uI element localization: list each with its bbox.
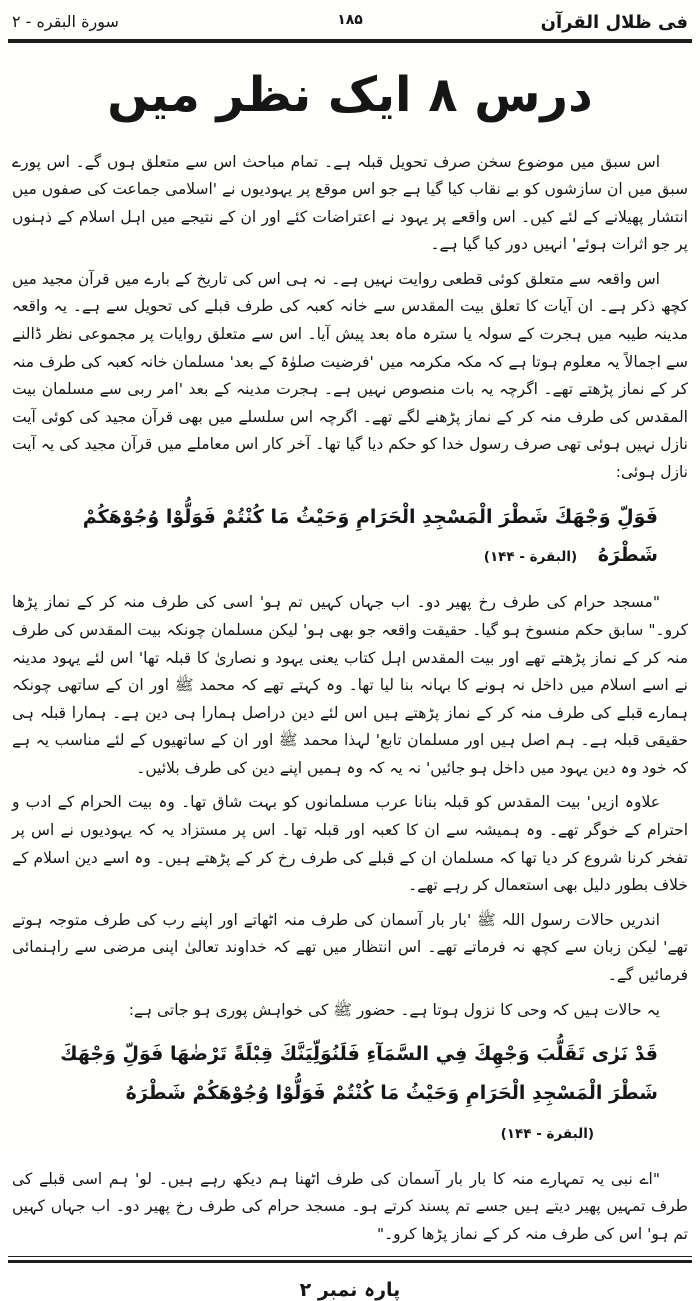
quran-verse-2-reference: (البقرة - ۱۴۴) (500, 1125, 594, 1142)
paragraph-wahi-intro: یہ حالات ہیں کہ وحی کا نزول ہوتا ہے۔ حضور ﷺ کی خواہش پوری ہو جاتی ہے: (128, 1000, 660, 1019)
header-page-number: ۱۸۵ (337, 12, 363, 28)
quran-verse-1-text: فَوَلِّ وَجْهَكَ شَطْرَ الْمَسْجِدِ الْحَرَامِ وَحَيْثُ مَا كُنْتُمْ فَوَلُّوْا وُجُوْهَكُمْ شَطْرَهُ (82, 505, 658, 567)
paragraph-prophet-waiting: اندریں حالات رسول اللہ ﷺ 'بار بار آسمان کی طرف منہ اٹھاتے اور اپنے رب کی طرف متوجہ ہوتے تھے' لیکن زبان سے کچھ نہ فرماتے تھے۔ اس انتظار میں تھے کہ خداوند تعالیٰ اپنی مرضی سے راہنمائی فرمائیں گے۔ (12, 910, 688, 984)
footer-para-number: پارہ نمبر ۲ (299, 1278, 401, 1301)
body-text (8, 149, 692, 1256)
footer-divider-rule (8, 1256, 692, 1263)
paragraph-riwayat: اس واقعہ سے متعلق کوئی قطعی روایت نہیں ہے۔ نہ ہی اس کی تاریخ کے بارے میں قرآن مجید میں کچھ ذکر ہے۔ ان آیات کا تعلق بیت المقدس سے خانہ کعبہ کی طرف قبلے کی تحویل سے ہے۔ یہ واقعہ مدینہ طیبہ میں ہجرت کے سولہ یا سترہ ماہ بعد پیش آیا۔ اس سے متعلق روایات پر مجموعی نظر ڈالنے سے اجمالاً یہ معلوم ہوتا ہے کہ مکہ مکرمہ میں 'فرضیت صلوٰۃ کے بعد' مسلمان خانہ کعبہ کی طرف منہ کر کے نماز پڑھتے تھے۔ اگرچہ یہ بات منصوص نہیں ہے۔ ہجرت مدینہ کے بعد 'امر ربی سے مسلمان بیت المقدس کی طرف منہ کر کے نماز پڑھنے لگے تھے۔ اگرچہ اس سلسلے میں بھی قرآن مجید کی کوئی آیت نازل نہیں ہوئی تھی صرف رسول خدا کو حکم دیا گیا تھا۔ آخر کار اس معاملے میں قرآن مجید کی یہ آیت نازل ہوئی: (12, 269, 688, 481)
header-surah-title: سورة البقره - ۲ (12, 12, 119, 31)
header-book-title: فی ظلال القرآن (540, 12, 688, 33)
quran-verse-1 (12, 494, 688, 584)
header-divider-rule (8, 39, 692, 43)
paragraph-translation-1: "مسجد حرام کی طرف رخ پھیر دو۔ اب جہاں کہیں تم ہو' اسی کی طرف منہ کر کے نماز پڑھا کرو۔" سابق حکم منسوخ ہو گیا۔ حقیقت واقعہ جو بھی ہو' لیکن مسلمان چونکہ بیت المقدس کی طرف منہ کر کے نماز پڑھتے تھے اور بیت المقدس اہل کتاب یعنی یہود و نصاریٰ کا قبلہ تھا' اس لئے یہود مدینہ نے اسے اسلام میں داخل نہ ہونے کا بہانہ بنا لیا تھا۔ وہ کہتے تھے کہ محمد ﷺ اور ان کے ساتھی چونکہ ہمارے قبلے کی طرف منہ کر کے نماز پڑھتے ہیں اس لئے دین دراصل ہمارا ہی دین ہے۔ ہمارا قبلہ ہی حقیقی قبلہ ہے۔ ہم اصل ہیں اور مسلمان تابع' لہذا محمد ﷺ اور ان کے ساتھیوں کے لئے مناسب یہ ہے کہ خود وہ دین یہود میں داخل ہو جائیں' نہ یہ کہ وہ ہمیں اپنے دین کی طرف بلائیں۔ (12, 593, 688, 777)
paragraph-intro: اس سبق میں موضوع سخن صرف تحویل قبلہ ہے۔ تمام مباحث اس سے متعلق ہوں گے۔ اس پورے سبق میں ان سازشوں کو بے نقاب کیا گیا ہے جو اس موقع پر یہودیوں نے 'اسلامی جماعت کی صفوں میں انتشار پھیلانے کے لئے کیں۔ اس واقعے پر یہود نے اعتراضات کئے اور ان کے نتیجے میں اہل اسلام کے ذہنوں پر جو اثرات ہوئے' انہیں دور کیا گیا ہے۔ (12, 152, 688, 254)
page-footer (8, 1256, 692, 1301)
quran-verse-2-text: قَدْ نَرٰى تَقَلُّبَ وَجْهِكَ فِي السَّمَآءِ فَلَنُوَلِّيَنَّكَ قِبْلَةً تَرْضٰهَا فَوَلِّ وَجْهَكَ شَطْرَ الْمَسْجِدِ الْحَرَامِ وَحَيْثُ مَا كُنْتُمْ فَوَلُّوْا وُجُوْهَكُمْ شَطْرَهُ (60, 1043, 658, 1105)
paragraph-translation-2: "اے نبی یہ تمہارے منہ کا بار بار آسمان کی طرف اٹھنا ہم دیکھ رہے ہیں۔ لو' ہم اسی قبلے کی طرف تمہیں پھیر دیتے ہیں جسے تم پسند کرتے ہو۔ مسجد حرام کی طرف رخ پھیر دو۔ اب جہاں کہیں تم ہو' اس کی طرف منہ کر کے نماز پڑھا کرو۔" (12, 1169, 688, 1244)
page-header (8, 8, 692, 39)
quran-verse-2 (12, 1031, 688, 1160)
quran-verse-1-reference: (البقرة - ۱۴۴) (483, 549, 578, 566)
lesson-title: درس ۸ ایک نظر میں (107, 67, 593, 123)
paragraph-qibla-arabs: علاوہ ازیں' بیت المقدس کو قبلہ بنانا عرب مسلمانوں کو بہت شاق تھا۔ وہ بیت الحرام کے ادب و احترام کے خوگر تھے۔ وہ ہمیشہ سے ان کا کعبہ اور قبلہ تھا۔ اس پر مستزاد یہ کہ یہودیوں نے اس پر تفخر کرنا شروع کر دیا تھا کہ مسلمان ان کے قبلے کی طرف رخ کر کے پڑھتے ہیں۔ وہ اسے دین اسلام کے خلاف بطور دلیل بھی استعمال کر رہے تھے۔ (12, 793, 688, 895)
